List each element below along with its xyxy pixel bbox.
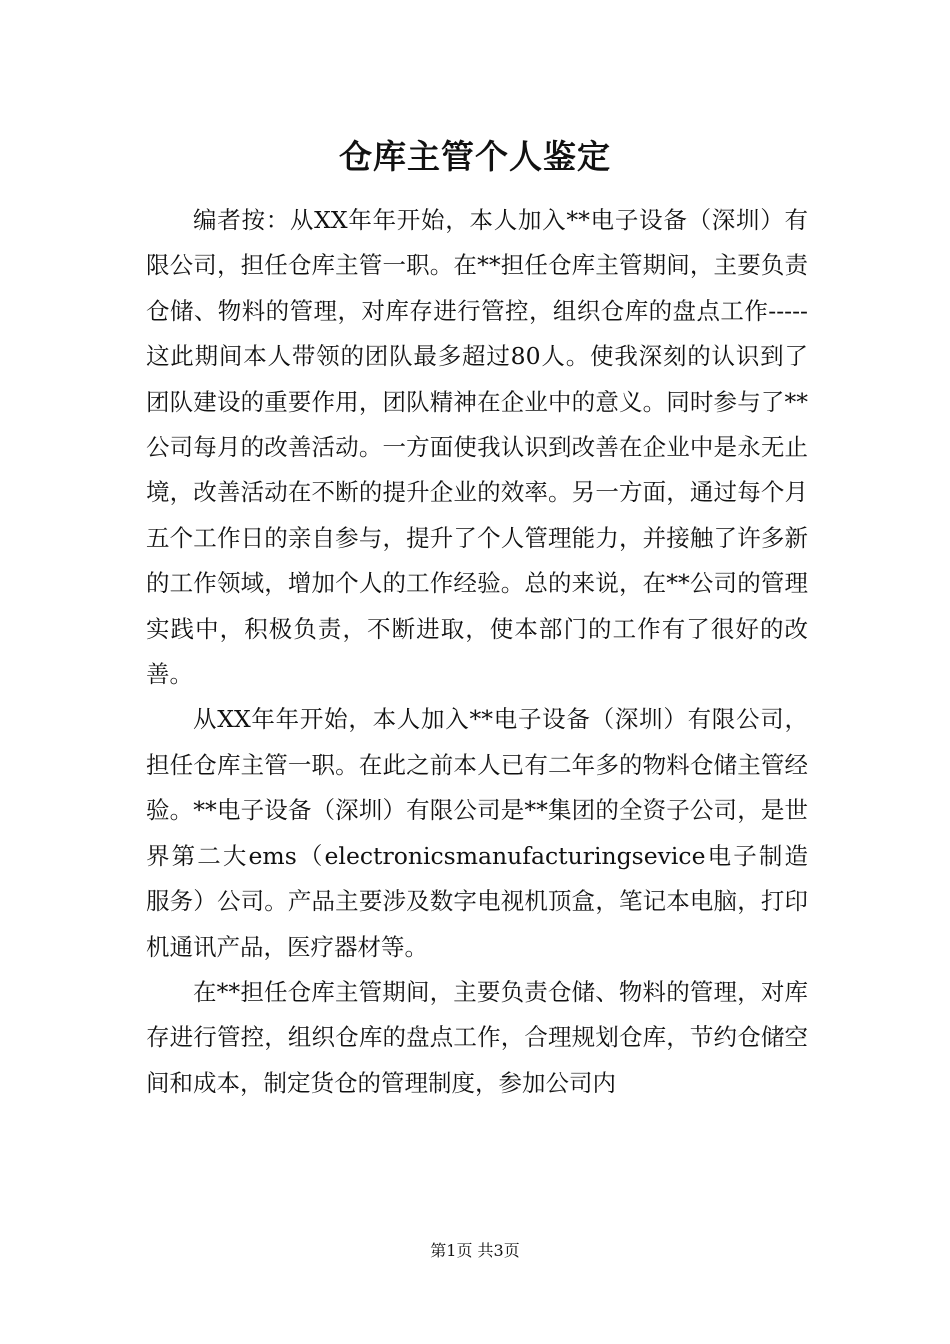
page-number-footer: 第1页 共3页 bbox=[430, 1241, 520, 1260]
document-title: 仓库主管个人鉴定 bbox=[339, 137, 611, 176]
document-body bbox=[146, 198, 808, 1106]
paragraph-responsibilities: 在**担任仓库主管期间，主要负责仓储、物料的管理，对库存进行管控，组织仓库的盘点工作，合理规划仓库，节约仓储空间和成本，制定货仓的管理制度，参加公司内 bbox=[146, 977, 808, 1097]
paragraph-company-intro: 从XX年年开始，本人加入**电子设备（深圳）有限公司，担任仓库主管一职。在此之前本人已有二年多的物料仓储主管经验。**电子设备（深圳）有限公司是**集团的全资子公司，是世界第二大ems（electronicsmanufacturingsevice电子制造服务）公司。产品主要涉及数字电视机顶盒，笔记本电脑，打印机通讯产品，医疗器材等。 bbox=[146, 705, 808, 961]
paragraph-editor-note: 编者按：从XX年年开始，本人加入**电子设备（深圳）有限公司，担任仓库主管一职。在**担任仓库主管期间，主要负责仓储、物料的管理，对库存进行管控，组织仓库的盘点工作-----这此期间本人带领的团队最多超过80人。使我深刻的认识到了团队建设的重要作用，团队精神在企业中的意义。同时参与了**公司每月的改善活动。一方面使我认识到改善在企业中是永无止境，改善活动在不断的提升企业的效率。另一方面，通过每个月五个工作日的亲自参与，提升了个人管理能力，并接触了许多新的工作领域，增加个人的工作经验。总的来说，在**公司的管理实践中，积极负责，不断进取，使本部门的工作有了很好的改善。 bbox=[146, 206, 808, 689]
